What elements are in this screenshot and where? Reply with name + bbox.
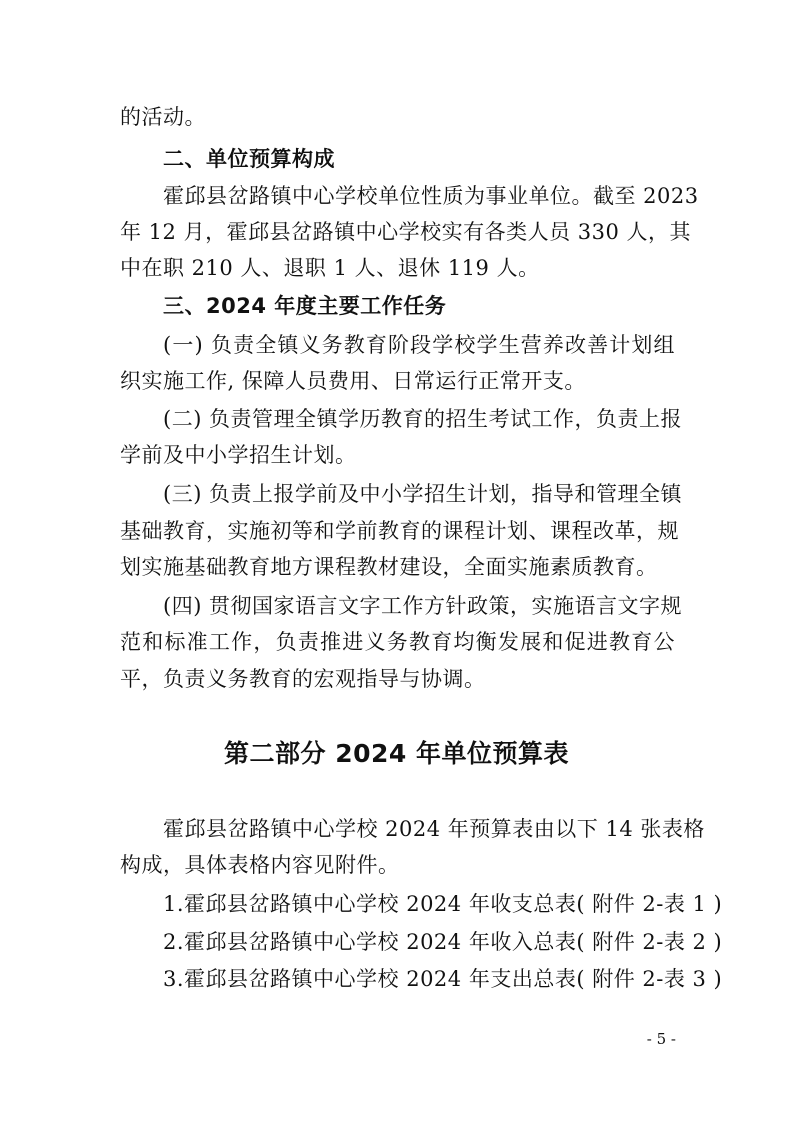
paragraph-line: 织实施工作, 保障人员费用、日常运行正常开支。 <box>120 369 586 393</box>
page-number: - 5 - <box>646 1030 676 1048</box>
paragraph-line: (四) 贯彻国家语言文字工作方针政策，实施语言文字规 <box>163 594 683 618</box>
paragraph-line: 平，负责义务教育的宏观指导与协调。 <box>120 667 486 691</box>
paragraph-line: 划实施基础教育地方课程教材建设，全面实施素质教育。 <box>120 555 658 579</box>
part-title: 第二部分 2024 年单位预算表 <box>224 739 569 768</box>
paragraph-line: 范和标准工作，负责推进义务教育均衡发展和促进教育公 <box>120 630 675 654</box>
paragraph-line: 学前及中小学招生计划。 <box>120 443 357 467</box>
table-list-item: 1.霍邱县岔路镇中心学校 2024 年收支总表( 附件 2-表 1 ) <box>163 892 723 916</box>
paragraph-line: 的活动。 <box>120 105 206 129</box>
paragraph-line: 霍邱县岔路镇中心学校单位性质为事业单位。截至 2023 <box>163 184 699 208</box>
paragraph-line: (三) 负责上报学前及中小学招生计划，指导和管理全镇 <box>163 482 683 506</box>
paragraph-line: (一) 负责全镇义务教育阶段学校学生营养改善计划组 <box>163 333 675 357</box>
section-heading-budget-structure: 二、单位预算构成 <box>163 147 335 171</box>
section-heading-main-tasks: 三、2024 年度主要工作任务 <box>163 294 447 318</box>
paragraph-line: 基础教育，实施初等和学前教育的课程计划、课程改革，规 <box>120 519 679 543</box>
paragraph-line: 中在职 210 人、退职 1 人、退休 119 人。 <box>120 256 540 280</box>
paragraph-line: (二) 负责管理全镇学历教育的招生考试工作，负责上报 <box>163 407 683 431</box>
table-list-item: 3.霍邱县岔路镇中心学校 2024 年支出总表( 附件 2-表 3 ) <box>163 967 723 991</box>
intro-line: 霍邱县岔路镇中心学校 2024 年预算表由以下 14 张表格 <box>163 817 705 841</box>
table-list-item: 2.霍邱县岔路镇中心学校 2024 年收入总表( 附件 2-表 2 ) <box>163 930 723 954</box>
paragraph-line: 年 12 月，霍邱县岔路镇中心学校实有各类人员 330 人，其 <box>120 220 692 244</box>
intro-line: 构成，具体表格内容见附件。 <box>120 853 400 877</box>
